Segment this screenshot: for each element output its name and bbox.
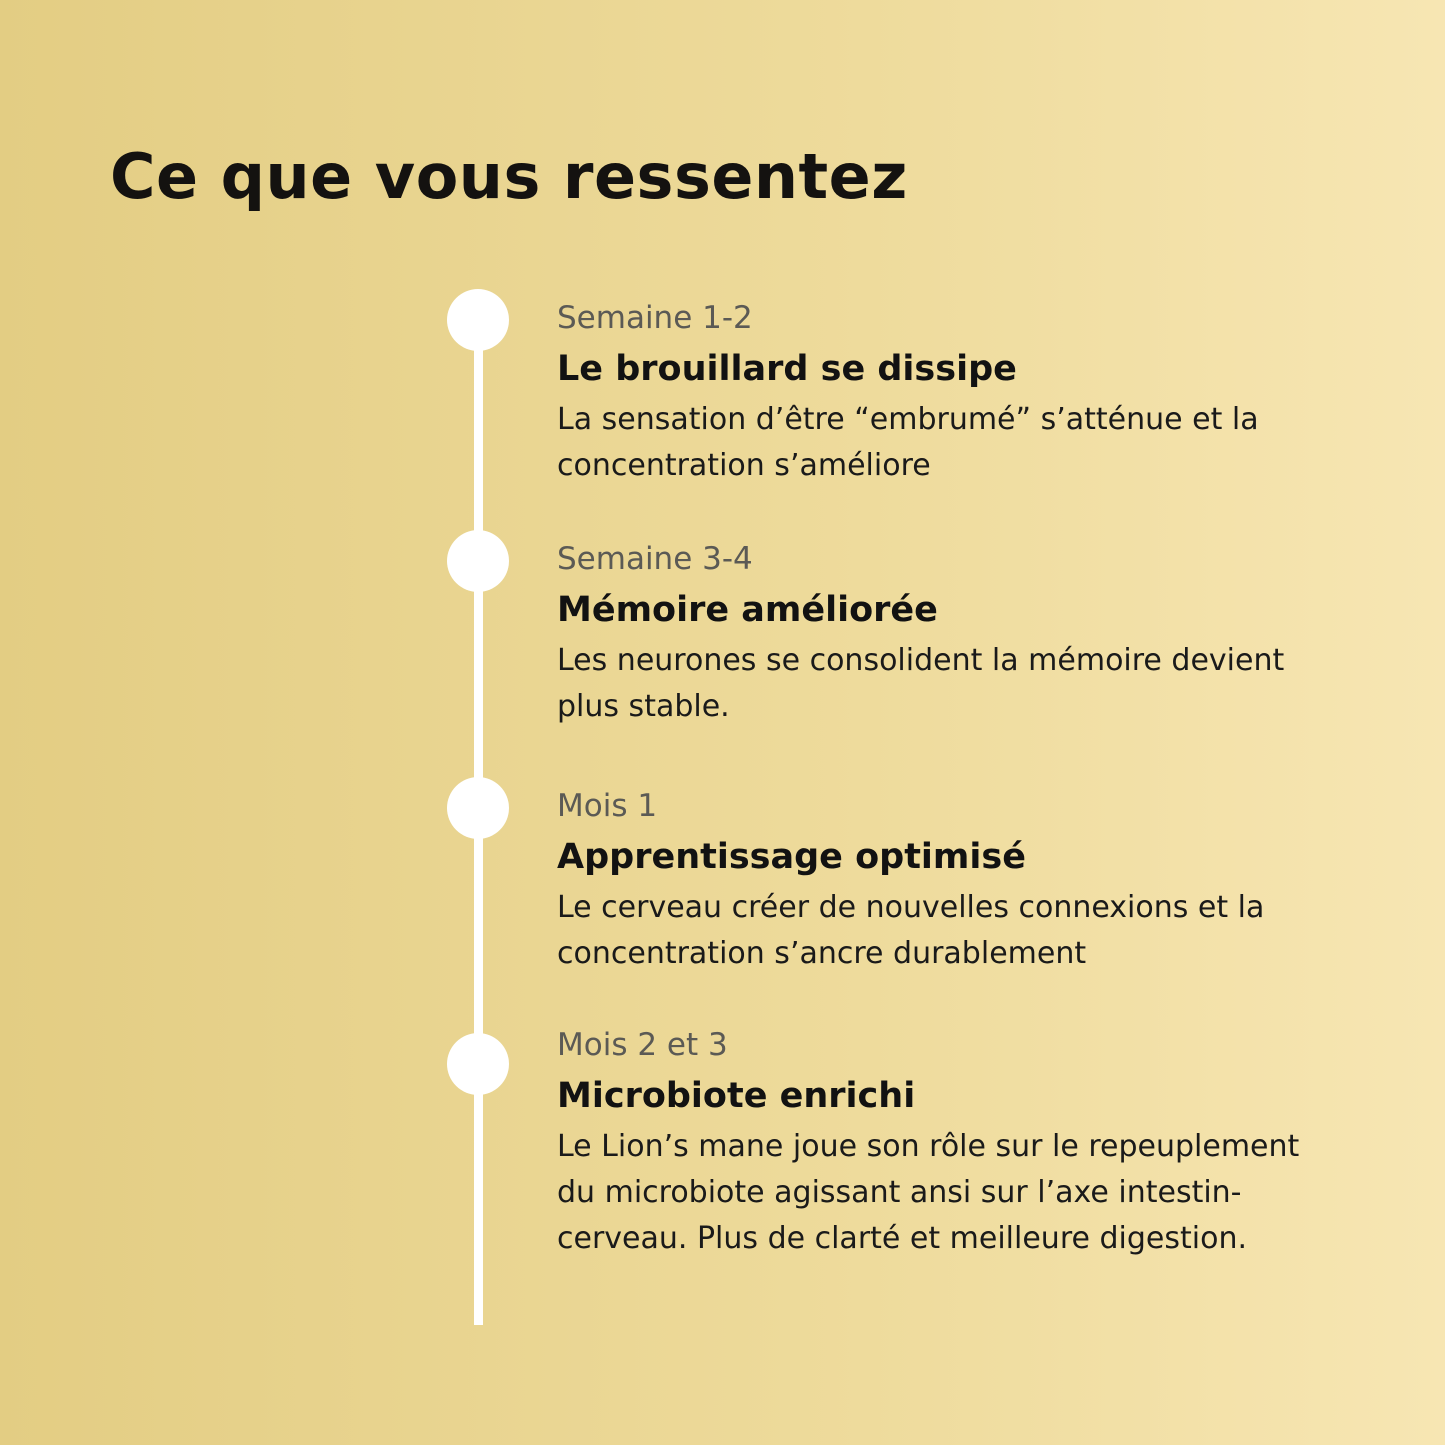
timeline-step-4 — [557, 1025, 1317, 1262]
step-period: Semaine 3-4 — [557, 541, 753, 577]
step-description: Le cerveau créer de nouvelles connexions et la concentration s’ancre durablement — [557, 890, 1265, 971]
step-period: Semaine 1-2 — [557, 300, 753, 336]
timeline-dot-4 — [447, 1033, 509, 1095]
timeline-step-1 — [557, 298, 1317, 489]
step-description: Le Lion’s mane joue son rôle sur le repeuplement du microbiote agissant ansi sur l’axe intestin-cerveau. Plus de clarté et meilleure digestion. — [557, 1129, 1300, 1256]
step-description: La sensation d’être “embrumé” s’atténue et la concentration s’améliore — [557, 402, 1259, 483]
step-period: Mois 2 et 3 — [557, 1027, 728, 1063]
page-title: Ce que vous ressentez — [110, 140, 908, 213]
timeline-dot-3 — [447, 777, 509, 839]
step-period: Mois 1 — [557, 788, 658, 824]
step-heading: Microbiote enrichi — [557, 1076, 916, 1116]
timeline-step-3 — [557, 786, 1317, 977]
step-heading: Mémoire améliorée — [557, 590, 938, 630]
timeline-step-2 — [557, 539, 1317, 730]
step-heading: Le brouillard se dissipe — [557, 349, 1017, 389]
timeline-dot-1 — [447, 289, 509, 351]
step-heading: Apprentissage optimisé — [557, 837, 1026, 877]
step-description: Les neurones se consolident la mémoire devient plus stable. — [557, 643, 1285, 724]
timeline-dot-2 — [447, 530, 509, 592]
